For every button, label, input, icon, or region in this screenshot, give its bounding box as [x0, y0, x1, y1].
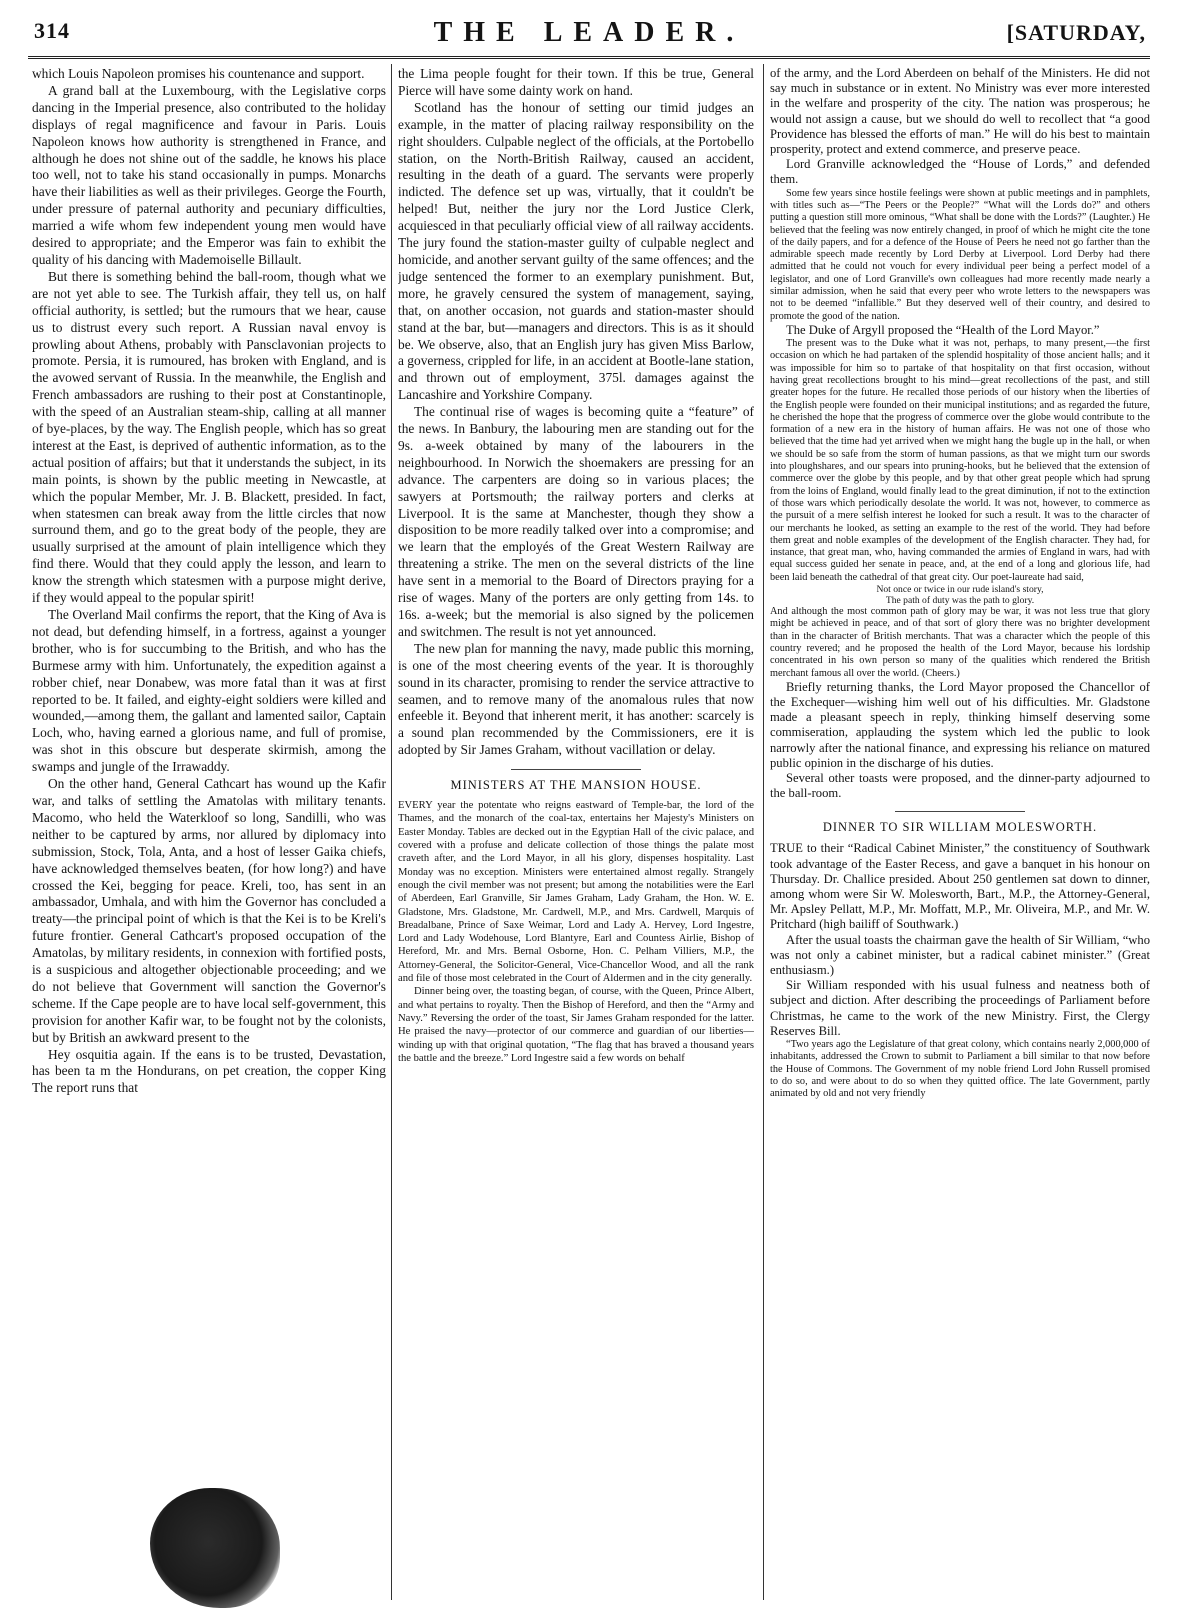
paragraph: And although the most common path of glory may be war, it was not less true that glory might be achieved in peace, and of that sort of glory there was no brighter development than in the character of British merchants. That was a character which the people of this country revered; and he proposed the health of the Lord Mayor, because his lordship concentrated in his own person so many of the qualities which rendered the British merchant famous all over the world. (Cheers.) [770, 606, 1150, 679]
column-divider [391, 64, 392, 1600]
section-rule [895, 811, 1025, 812]
newspaper-title: THE LEADER. [433, 17, 745, 48]
paragraph: the Lima people fought for their town. If this be true, General Pierce will have some dainty work on hand. [398, 66, 754, 98]
paragraph: After the usual toasts the chairman gave the health of Sir William, “who was not only a cabinet minister, but a radical cabinet minister.” (Great enthusiasm.) [770, 932, 1150, 978]
paragraph: of the army, and the Lord Aberdeen on behalf of the Ministers. He did not say much in substance or in extent. No Ministry was ever more interested in the welfare and prosperity of the city. The nation was prosperous; he would not assign a cause, but we should do well to recollect that “a good Providence has blessed the efforts of man.” He will do his best to maintain prosperity, protect and extend commerce, and preserve peace. [770, 66, 1150, 157]
paragraph: Dinner being over, the toasting began, of course, with the Queen, Prince Albert, and what pertains to royalty. Then the Bishop of Hereford, and then the “Army and Navy.” Reversing the order of the toast, Sir James Graham responded for the latter. He praised the navy—protector of our commerce and guardian of our liberties—winding up with that original quotation, “The flag that has braved a thousand years the battle and the breeze.” Lord Ingestre said a few words on behalf [398, 986, 754, 1064]
column-2 [398, 66, 754, 1598]
page-number: 314 [34, 18, 70, 43]
verse-line: Not once or twice in our rude island's story, [876, 584, 1044, 596]
paragraph: The Overland Mail confirms the report, that the King of Ava is not dead, but defending himself, in a fortress, against a younger brother, who is for succumbing to the British, and who has the Burmese army with him. Unfortunately, the expedition against a robber chief, near Donabew, was more fatal than it was at first reported to be. It failed, and eighty-eight soldiers were killed and wounded,—among them, the gallant and lamented sailor, Captain Loch, who, having earned a glorious name, and full of promise, was shot in this obscure but desperate skirmish, among the swamps and jungle of the Irrawaddy. [32, 607, 386, 775]
paragraph: The new plan for manning the navy, made public this morning, is one of the most cheering events of the year. It is thoroughly sound in its character, promising to render the service attractive to seamen, and to remove many of the anomalous rules that now enfeeble it. Beyond that inherent merit, it has another: scarcely is a sound plan recommended by the Commissioners, ere it is adopted by Sir James Graham, without vacillation or delay. [398, 640, 754, 758]
paragraph: The present was to the Duke what it was not, perhaps, to many present,—the first occasion on which he had partaken of the splendid hospitality of those ancient halls; and it was impossible for him so to partake of that hospitality on that first occasion, without having great recollections brought to his mind—great recollections of the past, and still greater hopes for the future. He recalled those periods of our history when the liberties of the English people were founded on their municipal institutions; and as regarded the future, he cherished the hope that the progress of commerce over the globe would contribute to the formation of a new era in the history of human affairs. He was not one of those who believed that the time had yet arrived when we might hang the bugle up in the hall, or when we should be so safe from the storm of human passions, as that we might turn our swords into ploughshares, and our spears into pruning-hooks, but he believed that the extension of commerce over the globe by this people, and by that other great people which had sprung from the loins of England, would finally lead to the great diminution, if not to the extinction of those wars which periodically desolate the world. It was not, however, to commerce as the pursuit of a mere selfish interest he looked for such a result. It was to the character of our merchants he looked, as setting an example to the rest of the world. They had before them great and noble examples of the development of the English character. They had, for instance, that great man, who, having commanded the armies of England in wars, had with equal success guided her senate in peace, and, at the end of a long and glorious life, had been laid beneath the cathedral of that great city. Our poet-laureate had said, [770, 338, 1150, 583]
paragraph: On the other hand, General Cathcart has wound up the Kafir war, and talks of settling the Amatolas with military tenants. Macomo, who held the Waterkloof so long, Sandilli, who was neither to be captured by arms, nor allured by diplomacy into submission, Stock, Tola, Anta, and a host of lesser Gaika chiefs, have acknowledged themselves beaten, (for how long?) and have crossed the Kei, begging for peace. Kreli, too, has sent in an ambassador, Umhala, and with him the Governor has concluded a treaty—the principal point of which is that the Kei is to be Kreli's future frontier. General Cathcart's proposed occupation of the Amatolas, by military residents, in connexion with fortified posts, is a suspicious and altogether objectionable proceeding; and we do not believe that Government will sanction the Governor's scheme. If the Cape people are to have local self-government, this provision for another Kafir war, to be fought not by the colonists, but by British an awkward present to the [32, 776, 386, 1045]
paragraph: Some few years since hostile feelings were shown at public meetings and in pamphlets, with titles such as—“The Peers or the People?” “What will the Lords do?” and others putting a question still more ominous, “What shall be done with the Lords?” (Laughter.) He believed that the feeling was now entirely changed, in proof of which he might cite the tone of the daily papers, and for a defence of the House of Peers he need not go farther than the admirable speech made recently by Lord Derby at Liverpool. Lord Derby had there admitted that he could not vouch for every individual peer being a perfect model of a legislator, and one of Lord Granville's own colleagues had more recently made nearly a similar admission, when he said that every peer who wrote letters to the newspapers was not to be deemed “infallible.” But they deserved well of their country, and desired to promote the good of the nation. [770, 187, 1150, 322]
paragraph: which Louis Napoleon promises his countenance and support. [32, 66, 365, 81]
paragraph: Lord Granville acknowledged the “House of Lords,” and defended them. [770, 157, 1150, 187]
paragraph: Scotland has the honour of setting our timid judges an example, in the matter of placing railway responsibility on the right shoulders. Culpable neglect of the officials, at the Portobello station, on the North-British Railway, caused an accident, resulting in the death of a guard. The servants were properly indicted. The defence set up was, virtually, that it couldn't be helped! But, neither the jury nor the Lord Justice Clerk, acquiesced in that peculiarly official view of all railway accidents. The jury found the station-master guilty of culpable neglect and homicide, and another servant guilty of the same offences; and the judge sentenced the former to an exemplary punishment. But, more, he gravely censured the system of management, saying, that, on another occasion, not guards and station-master should stand at the bar, but—managers and directors. This is as it should be. We observe, also, that an English jury has given Miss Barlow, a governess, crippled for life, in an accident at Bootle-lane station, and thrown out of employment, 375l. damages against the Lancashire and Yorkshire Company. [398, 99, 754, 403]
paragraph: Sir William responded with his usual fulness and neatness both of subject and diction. After describing the proceedings of Parliament before Christmas, he came to the work of the new Ministry. First, the Clergy Reserves Bill. [770, 978, 1150, 1038]
paragraph: Several other toasts were proposed, and the dinner-party adjourned to the ball-room. [770, 771, 1150, 801]
column-3 [770, 66, 1150, 1598]
paragraph: The continual rise of wages is becoming quite a “feature” of the news. In Banbury, the labouring men are standing out for the 9s. a-week obtained by many of the labourers in the neighbourhood. In Norwich the shoemakers are pressing for an advance. The carpenters are doing so in various places; the sawyers at Portsmouth; the railway porters and clerks at Liverpool. It is the same at Manchester, though they show a disposition to be more readily talked over into a compromise; and we learn that the employés of the Great Western Railway are threatening a strike. The men on the several districts of the line have sent in a memorial to the Board of Directors praying for a rise of wages. Many of the porters are only getting from 14s. to 16s. a-week; but the memorial is also signed by the policemen and switchmen. The result is not yet announced. [398, 404, 754, 639]
issue-day: [SATURDAY, [1006, 20, 1146, 45]
paragraph: EVERY year the potentate who reigns eastward of Temple-bar, the lord of the Thames, and the monarch of the coal-tax, entertains her Majesty's Ministers on Easter Monday. Tables are decked out in the Egyptian Hall of the civic palace, and covered with a profuse and delicate collection of those things the palate most craveth after, and the Lord Mayor, in all his glory, dispenses hospitality. Last Monday was no exception. Ministers were entertained almost regally. Strangely enough the civil member was not present; but among the notabilities were the Earl of Aberdeen, Earl Granville, Sir James Graham, Lady Graham, the Hon. W. E. Gladstone, Mrs. Gladstone, Mr. Cardwell, M.P., and Mrs. Cardwell, Marquis of Breadalbane, Prince of Saxe Weimar, Lord and Lady A. Hervey, Lord Ingestre, Lord and Lady Wodehouse, Lord Blantyre, Earl and Countess Airlie, Bishop of Hereford, Mr. and Mrs. Bernal Osborne, Hon. C. Pelham Villiers, M.P., the Attorney-General, the Solicitor-General, Vice-Chancellor Wood, and all the rank and file of those most celebrated in the Court of Aldermen and in the city generally. [398, 800, 754, 985]
paragraph: A grand ball at the Luxembourg, with the Legislative corps dancing in the Imperial presence, also contributed to the holiday displays of regal magnificence and favour in Paris. Louis Napoleon knows how authority is strengthened in France, and although he does not shine out of the saddle, he knows his place too well, not to take his stand occasionally in pumps. Monarchs have their liabilities as well as their privileges. George the Fourth, under pressure of paternal authority and pecuniary difficulties, married a wife whom few independent young men would have desired to appropriate; and the Emperor was fain to exhibit the quality of his dancing with Mademoiselle Billault. [32, 82, 386, 267]
paragraph: The Duke of Argyll proposed the “Health of the Lord Mayor.” [786, 322, 1100, 337]
masthead [28, 18, 1150, 48]
column-1 [32, 66, 386, 1598]
paragraph: But there is something behind the ball-room, though what we are not yet able to see. The Turkish affair, they tell us, on half official authority, is settled; but the rumours that we hear, cause us to distrust every such report. A Russian naval envoy is prowling about Athens, probably with Pansclavonian projects to promote. Persia, it is rumoured, has broken with England, and is the avowed servant of Russia. In the meanwhile, the English and French ambassadors are rushing to their post at Constantinople, with the speed of an Australian steam-ship, calling at all manner of bye-places, by the way. The English people, which has so great interest at the East, is deprived of authentic information, as to the actual position of affairs; but that it understands the subject, in its main points, is shown by the public meeting in Newcastle, at which the popular Member, Mr. J. B. Blackett, presided. In fact, when statesmen can break away from the little circles that now surround them, and go to the great body of the people, they are usually surprised at the amount of plain intelligence which they find there. Would that they could apply the lesson, and learn to know the strength which statesmen with a purpose might derive, if they would appeal to the popular spirit! [32, 268, 386, 606]
paragraph: “Two years ago the Legislature of that great colony, which contains nearly 2,000,000 of inhabitants, addressed the Crown to submit to Parliament a bill similar to that now before the House of Commons. The Government of my noble friend Lord John Russell promised to do so, and were about to do so when they quitted office. The late Government, partly animated by old and not very friendly [770, 1039, 1150, 1100]
paragraph: Briefly returning thanks, the Lord Mayor proposed the Chancellor of the Exchequer—wishing him well out of his difficulties. Mr. Gladstone made a pleasant speech in reply, thinking himself deserving some commiseration, applauding the system which led the public to look narrowly after the national finance, and expressing his reliance on matured public opinion in the discharge of his duties. [770, 679, 1150, 770]
verse-line: The path of duty was the path to glory. [885, 595, 1035, 607]
paragraph: TRUE to their “Radical Cabinet Minister,” the constituency of Southwark took advantage of the Easter Recess, and gave a banquet in his honour on Thursday. Dr. Challice presided. About 250 gentlemen sat down to dinner, among whom were Sir W. Molesworth, Bart., M.P., the Attorney-General, Mr. Apsley Pellatt, M.P., Mr. Moffatt, M.P., Mr. Oliveira, M.P., and Mr. W. Pritchard (high bailiff of Southwark.) [770, 841, 1150, 932]
paragraph: Hey osquitia again. If the eans is to be trusted, Devastation, has been ta m the Hondurans, on pet creation, the copper King The report runs that [32, 1046, 386, 1096]
article-heading: DINNER TO SIR WILLIAM MOLESWORTH. [822, 820, 1098, 835]
section-rule [511, 769, 641, 770]
header-rule [28, 56, 1150, 59]
column-divider [763, 64, 764, 1600]
article-heading: MINISTERS AT THE MANSION HOUSE. [450, 778, 702, 793]
